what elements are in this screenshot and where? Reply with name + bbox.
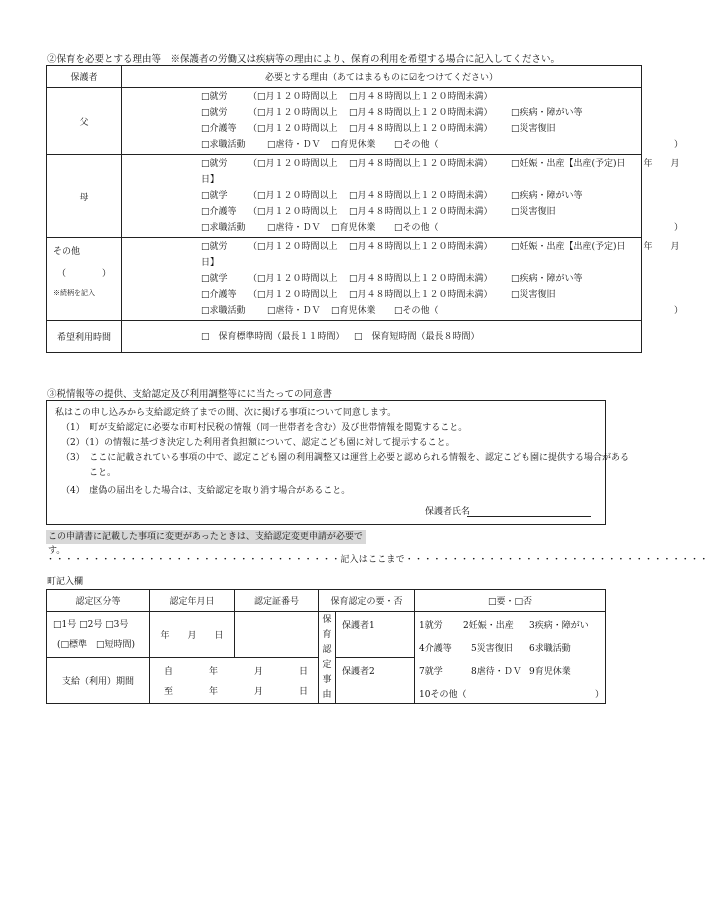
divider-line: ・・・・・・・・・・・・・・・・・・・・・・・・・・・・・・・・記入はここまで・・・・・・・・・・・・・・・・・・・・・・・・・・・・・・・・・ [46, 555, 708, 565]
leave-checkbox[interactable]: □育児休業 [331, 140, 376, 150]
jobhunt-checkbox[interactable]: □求職活動 [201, 223, 246, 233]
cert-number-field[interactable] [235, 612, 319, 658]
short-hours-checkbox[interactable]: □ 保育短時間（最長８時間） [354, 331, 480, 342]
reason-table [46, 65, 684, 353]
other-checkbox[interactable]: □その他（ [394, 223, 439, 233]
consent-box: 私はこの申し込みから支給認定終了までの間、次に掲げる事項について同意します。 （1） 町が支給認定に必要な市町村民税の情報（同一世帯者を含む）及び世帯情報を閲覧すること。 （2）（1）の情報に基づき決定した利用者負担額について、認定こども園に対して提示すること。 （3） ここに記載されている事項の中で、認定こども園の利用調整又は運営上必要と認められる情報を、認定こども園に提供する場合がある こと。 （4） 虚偽の届出をした場合は、支給認定を取り消す場合があること。 保護者氏名 [46, 400, 606, 525]
vertical-label: 保 育 認 定 事 由 [319, 612, 336, 704]
class-cell: □1号 □2号 □3号 (□標準 □短時間) [47, 612, 150, 658]
jobhunt-checkbox[interactable]: □求職活動 [201, 306, 246, 316]
disaster-checkbox[interactable]: □災害復旧 [511, 124, 556, 134]
section2-title: ②保育を必要とする理由等 ※保護者の労働又は疾病等の理由により、保育の利用を希望する場合に記入してください。 [47, 54, 561, 65]
signature-label: 保護者氏名 [425, 507, 471, 517]
desired-hours-label: 希望利用時間 [47, 321, 122, 353]
guardian-other: その他 （ ） ※続柄を記入 [47, 238, 122, 321]
pregnancy-checkbox[interactable]: □妊娠・出産【出産(予定)日 年 月 [511, 159, 680, 169]
disaster-checkbox[interactable]: □災害復旧 [511, 290, 556, 300]
work-checkbox[interactable]: □就労 [201, 92, 228, 102]
town-section-title: 町記入欄 [47, 577, 84, 587]
standard-hours-checkbox[interactable]: □ 保育標準時間（最長１１時間） [201, 331, 345, 342]
work-checkbox[interactable]: □就労 [201, 108, 228, 118]
need-checkbox[interactable]: □要・□否 [415, 590, 606, 612]
other-reasons: □就労 （□月１２０時間以上 □月４８時間以上１２０時間未満） □妊娠・出産【出産(予定)日 年 月 日】 □就学 （□月１２０時間以上 □月４８時間以上１２０時間未満） □疾病・障がい等 □介護等 （□月１２０時間以上 □月４８時間以上１２０時間未満） □災害復旧 □求職活動 □虐待・ＤＶ □育児休業 □その他（ ） [122, 238, 642, 321]
illness-checkbox[interactable]: □疾病・障がい等 [511, 108, 583, 118]
illness-checkbox[interactable]: □疾病・障がい等 [511, 191, 583, 201]
disaster-checkbox[interactable]: □災害復旧 [511, 207, 556, 217]
father-reasons: □就労 （□月１２０時間以上 □月４８時間以上１２０時間未満） □就労 （□月１２０時間以上 □月４８時間以上１２０時間未満） □疾病・障がい等 □介護等 （□月１２０時間以上 □月４８時間以上１２０時間未満） □災害復旧 □求職活動 □虐待・ＤＶ □育児休業 □その他（ ） [122, 88, 642, 155]
change-notice: この申請書に記載した事項に変更があったときは、支給認定変更申請が必要です。 [46, 530, 366, 544]
period-cell[interactable]: 自 年 月 日 至 年 月 日 [150, 658, 319, 704]
other-checkbox[interactable]: □その他（ [394, 140, 439, 150]
town-table: 認定区分等 認定年月日 認定証番号 保育認定の要・否 □要・□否 □1号 □2号 □3号 (□標準 □短時間) 年 月 日 保 育 認 定 事 由 保護者1 1就労 2妊娠・出産 3疾病・障がい 4介護等 5災害復旧 6求職活動 7就学 8虐待・ＤＶ 9育児休業 10その他（ ） 支給（利用）期間 自 年 月 日 至 年 月 日 保護者2 [46, 589, 606, 704]
leave-checkbox[interactable]: □育児休業 [331, 306, 376, 316]
header-guardian: 保護者 [47, 66, 122, 88]
pregnancy-checkbox[interactable]: □妊娠・出産【出産(予定)日 年 月 [511, 242, 680, 252]
study-checkbox[interactable]: □就学 [201, 191, 228, 201]
guardian-father: 父 [47, 88, 122, 155]
work-checkbox[interactable]: □就労 [201, 242, 228, 252]
reason-codes: 1就労 2妊娠・出産 3疾病・障がい 4介護等 5災害復旧 6求職活動 7就学 8虐待・ＤＶ 9育児休業 10その他（ ） [415, 612, 606, 704]
relation-field[interactable]: （ ） [57, 269, 112, 279]
jobhunt-checkbox[interactable]: □求職活動 [201, 140, 246, 150]
desired-hours [122, 321, 642, 353]
study-checkbox[interactable]: □就学 [201, 274, 228, 284]
section3-title: ③税情報等の提供、支給認定及び利用調整等にに当たっての同意書 [47, 389, 333, 400]
header-reason: 必要とする理由（あてはまるものに☑をつけてください） [122, 66, 642, 88]
guardian-mother: 母 [47, 155, 122, 238]
abuse-checkbox[interactable]: □虐待・ＤＶ [267, 140, 321, 150]
other-checkbox[interactable]: □その他（ [394, 306, 439, 316]
care-checkbox[interactable]: □介護等 [201, 290, 237, 300]
care-checkbox[interactable]: □介護等 [201, 124, 237, 134]
illness-checkbox[interactable]: □疾病・障がい等 [511, 274, 583, 284]
signature-field[interactable] [467, 516, 591, 517]
abuse-checkbox[interactable]: □虐待・ＤＶ [267, 223, 321, 233]
work-checkbox[interactable]: □就労 [201, 159, 228, 169]
abuse-checkbox[interactable]: □虐待・ＤＶ [267, 306, 321, 316]
care-checkbox[interactable]: □介護等 [201, 207, 237, 217]
mother-reasons: □就労 （□月１２０時間以上 □月４８時間以上１２０時間未満） □妊娠・出産【出産(予定)日 年 月 日】 □就学 （□月１２０時間以上 □月４８時間以上１２０時間未満） □疾病・障がい等 □介護等 （□月１２０時間以上 □月４８時間以上１２０時間未満） □災害復旧 □求職活動 □虐待・ＤＶ □育児休業 □その他（ ） [122, 155, 642, 238]
leave-checkbox[interactable]: □育児休業 [331, 223, 376, 233]
